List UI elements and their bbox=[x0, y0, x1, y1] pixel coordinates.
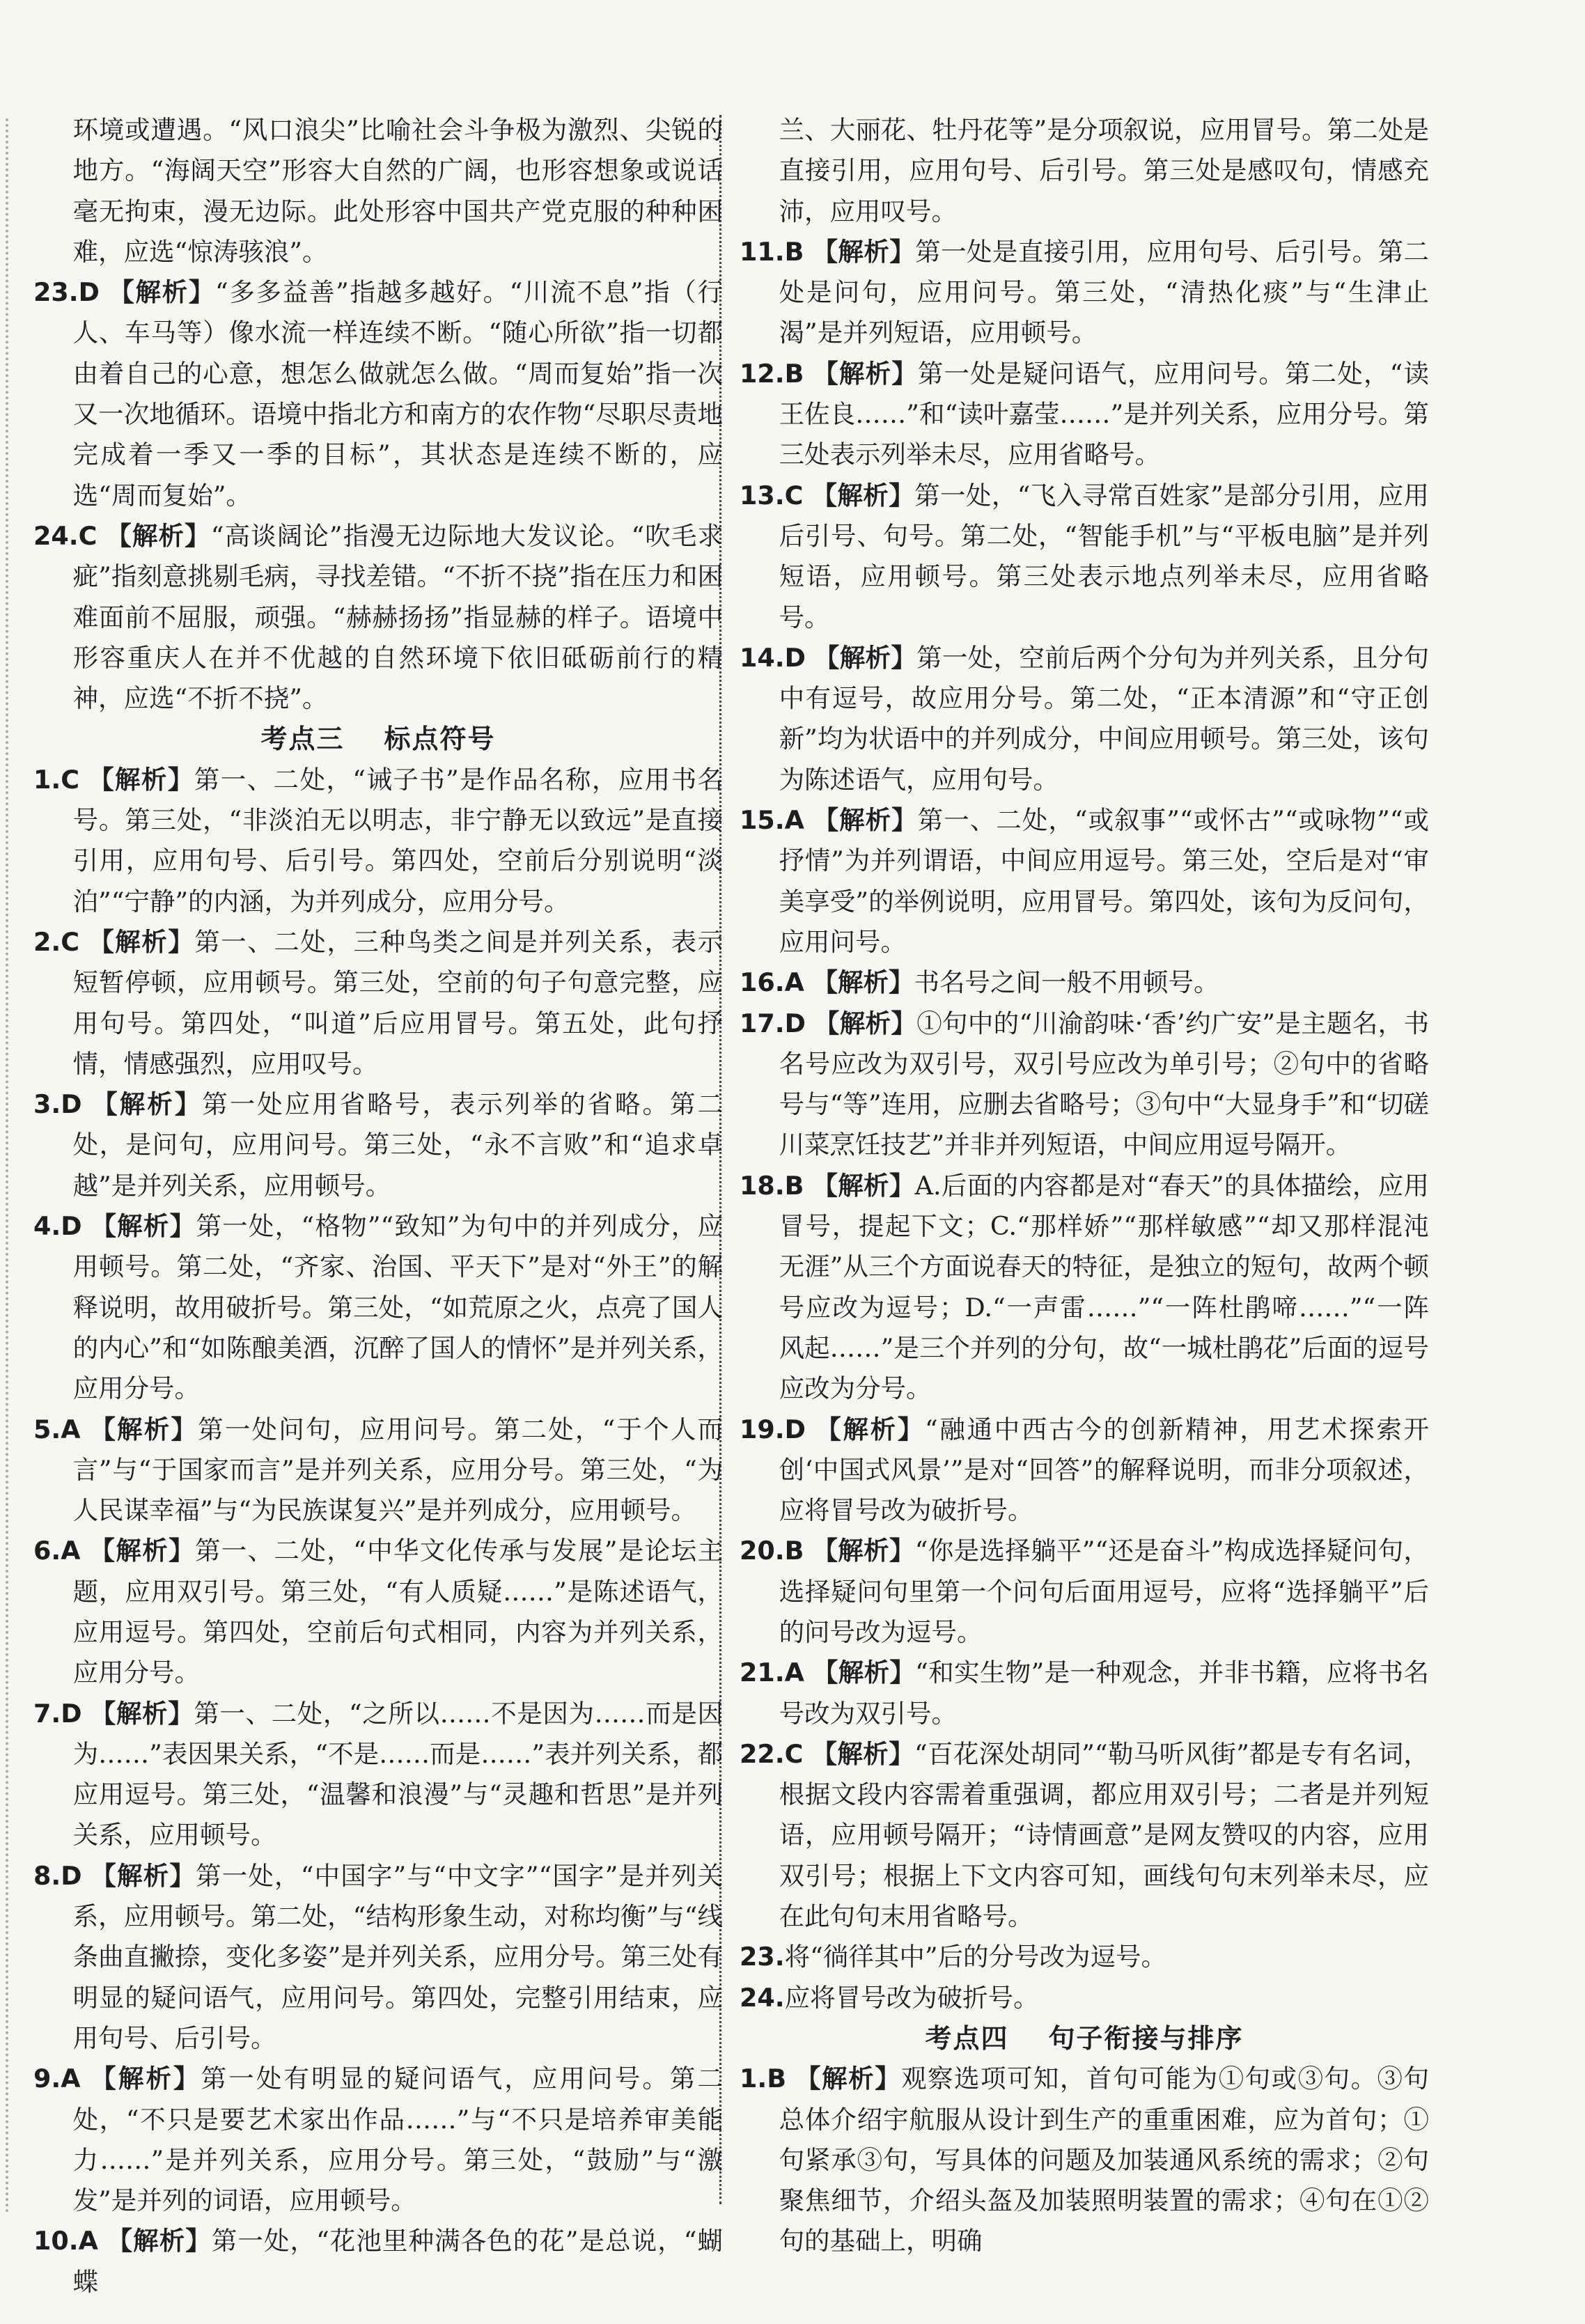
answer-item: 8.D 【解析】第一处，“中国字”与“中文字”“国字”是并列关系，应用顿号。第二处，“结构形象生动，对称均衡”与“线条曲直撇捺，变化多姿”是并列关系，应用分号。第三处有明显的疑问语气，应用问号。第四处，完整引用结束，应用句号、后引号。 bbox=[33, 1860, 723, 2053]
answer-item: 21.A 【解析】“和实生物”是一种观念，并非书籍，应将书名号改为双引号。 bbox=[740, 1658, 1429, 1729]
section-heading: 考点三 标点符号 bbox=[260, 724, 496, 755]
answer-item: 4.D 【解析】第一处，“格物”“致知”为句中的并列成分，应用顿号。第二处，“齐家、治国、平天下”是对“外王”的解释说明，故用破折号。第三处，“如荒原之火，点亮了国人的内心”和“如陈酿美酒，沉醉了国人的情怀”是并列关系，应用分号。 bbox=[33, 1211, 724, 1404]
answer-item: 24.应将冒号改为破折号。 bbox=[740, 1982, 1039, 2013]
answer-item: 18.B 【解析】A.后面的内容都是对“春天”的具体描绘，应用冒号，提起下文；C.“那样娇”“那样敏感”“却又那样混沌无涯”从三个方面说春天的特征，是独立的短句，故两个顿号应改为逗号；D.“一声雷……”“一阵杜鹃啼……”“一阵风起……”是三个并列的分句，故“一城杜鹃花”后面的逗号应改为分号。 bbox=[740, 1170, 1430, 1404]
left-column bbox=[33, 110, 723, 2302]
answer-item: 16.A 【解析】书名号之间一般不用顿号。 bbox=[740, 967, 1219, 998]
answer-item: 5.A 【解析】第一处问句，应用问号。第二处，“于个人而言”与“于国家而言”是并列关系，应用分号。第三处，“为人民谋幸福”与“为民族谋复兴”是并列成分，应用顿号。 bbox=[33, 1414, 724, 1526]
answer-item: 12.B 【解析】第一处是疑问语气，应用问号。第二处，“读王佐良……”和“读叶嘉莹……”是并列关系，应用分号。第三处表示列举未尽，应用省略号。 bbox=[740, 358, 1429, 470]
answer-item: 23.D 【解析】“多多益善”指越多越好。“川流不息”指（行人、车马等）像水流一样连续不断。“随心所欲”指一切都由着自己的心意，想怎么做就怎么做。“周而复始”指一次又一次地循环。语境中指北方和南方的农作物“尽职尽责地完成着一季又一季的目标”，其状态是连续不断的，应选“周而复始”。 bbox=[33, 277, 723, 510]
answer-item: 7.D 【解析】第一、二处，“之所以……不是因为……而是因为……”表因果关系，“不是……而是……”表并列关系，都应用逗号。第三处，“温馨和浪漫”与“灵趣和哲思”是并列关系，应用顿号。 bbox=[33, 1698, 723, 1850]
answer-item: 6.A 【解析】第一、二处，“中华文化传承与发展”是论坛主题，应用双引号。第三处，“有人质疑……”是陈述语气，应用逗号。第四处，空前后句式相同，内容为并列关系，应用分号。 bbox=[33, 1536, 723, 1688]
answer-item: 1.C 【解析】第一、二处，“诫子书”是作品名称，应用书名号。第三处，“非淡泊无以明志，非宁静无以致远”是直接引用，应用句号、后引号。第四处，空前后分别说明“淡泊”“宁静”的内涵，为并列成分，应用分号。 bbox=[33, 764, 724, 917]
answer-item: 22.C 【解析】“百花深处胡同”“勒马听风街”都是专有名词，根据文段内容需着重强调，都应用双引号；二者是并列短语，应用顿号隔开；“诗情画意”是网友赞叹的内容，应用双引号；根据上下文内容可知，画线句句末列举未尽，应在此句句末用省略号。 bbox=[740, 1738, 1430, 1932]
right-continued-text: 兰、大丽花、牡丹花等”是分项叙说，应用冒号。第二处是直接引用，应用句号、后引号。第三处是感叹句，情感充沛，应用叹号。 bbox=[779, 115, 1429, 226]
left-continued-text: 环境或遭遇。“风口浪尖”比喻社会斗争极为激烈、尖锐的地方。“海阔天空”形容大自然的广阔，也形容想象或说话毫无拘束，漫无边际。此处形容中国共产党克服的种种困难，应选“惊涛骇浪”。 bbox=[72, 115, 723, 267]
right-column bbox=[740, 110, 1429, 2262]
answer-item: 17.D 【解析】①句中的“川渝韵味·‘香’约广安”是主题名，书名号应改为双引号，双引号应改为单引号；②句中的省略号与“等”连用，应删去省略号；③句中“大显身手”和“切磋川菜烹饪技艺”并非并列短语，中间应用逗号隔开。 bbox=[740, 1008, 1429, 1160]
answer-item: 24.C 【解析】“高谈阔论”指漫无边际地大发议论。“吹毛求疵”指刻意挑剔毛病，寻找差错。“不折不挠”指在压力和困难面前不屈服，顽强。“赫赫扬扬”指显赫的样子。语境中形容重庆人在并不优越的自然环境下依旧砥砺前行的精神，应选“不折不挠”。 bbox=[33, 520, 724, 714]
answer-item: 15.A 【解析】第一、二处，“或叙事”“或怀古”“或咏物”“或抒情”为并列谓语，中间应用逗号。第三处，空后是对“审美享受”的举例说明，应用冒号。第四处，该句为反问句，应用问号。 bbox=[740, 805, 1429, 957]
answer-item: 1.B 【解析】观察选项可知，首句可能为①句或③句。③句总体介绍宇航服从设计到生产的重重困难，应为首句；①句紧承③句，写具体的问题及加装通风系统的需求；②句聚焦细节，介绍头盔及加装照明装置的需求；④句在①②句的基础上，明确 bbox=[740, 2064, 1430, 2256]
binding-edge-dots bbox=[6, 118, 8, 2215]
answer-item: 20.B 【解析】“你是选择躺平”“还是奋斗”构成选择疑问句，选择疑问句里第一个问句后面用逗号，应将“选择躺平”后的问号改为逗号。 bbox=[740, 1536, 1430, 1647]
answer-item: 11.B 【解析】第一处是直接引用，应用句号、后引号。第二处是问句，应用问号。第三处，“清热化痰”与“生津止渴”是并列短语，应用顿号。 bbox=[740, 236, 1430, 348]
answer-item: 19.D 【解析】“融通中西古今的创新精神，用艺术探索开创‘中国式风景’”是对“回答”的解释说明，而非分项叙述，应将冒号改为破折号。 bbox=[740, 1414, 1430, 1526]
answer-item: 2.C 【解析】第一、二处，三种鸟类之间是并列关系，表示短暂停顿，应用顿号。第三处，空前的句子句意完整，应用句号。第四处，“叫道”后应用冒号。第五处，此句抒情，情感强烈，应用叹号。 bbox=[33, 926, 724, 1079]
answer-item: 13.C 【解析】第一处，“飞入寻常百姓家”是部分引用，应用后引号、句号。第二处，“智能手机”与“平板电脑”是并列短语，应用顿号。第三处表示地点列举未尽，应用省略号。 bbox=[740, 480, 1430, 632]
answer-item: 10.A 【解析】第一处，“花池里种满各色的花”是总说，“蝴蝶 bbox=[33, 2226, 724, 2297]
answer-item: 23.将“徜徉其中”后的分号改为逗号。 bbox=[740, 1942, 1166, 1972]
answer-item: 14.D 【解析】第一处，空前后两个分句为并列关系，且分句中有逗号，故应用分号。第二处，“正本清源”和“守正创新”均为状语中的并列成分，中间应用顿号。第三处，该句为陈述语气，应用句号。 bbox=[740, 642, 1430, 795]
answer-item: 9.A 【解析】第一处有明显的疑问语气，应用问号。第二处，“不只是要艺术家出作品……”与“不只是培养审美能力……”是并列关系，应用分号。第三处，“鼓励”与“激发”是并列的词语，应用顿号。 bbox=[33, 2064, 724, 2216]
answer-item: 3.D 【解析】第一处应用省略号，表示列举的省略。第二处，是问句，应用问号。第三处，“永不言败”和“追求卓越”是并列关系，应用顿号。 bbox=[33, 1089, 724, 1201]
section-heading: 考点四 句子衔接与排序 bbox=[925, 2022, 1244, 2054]
